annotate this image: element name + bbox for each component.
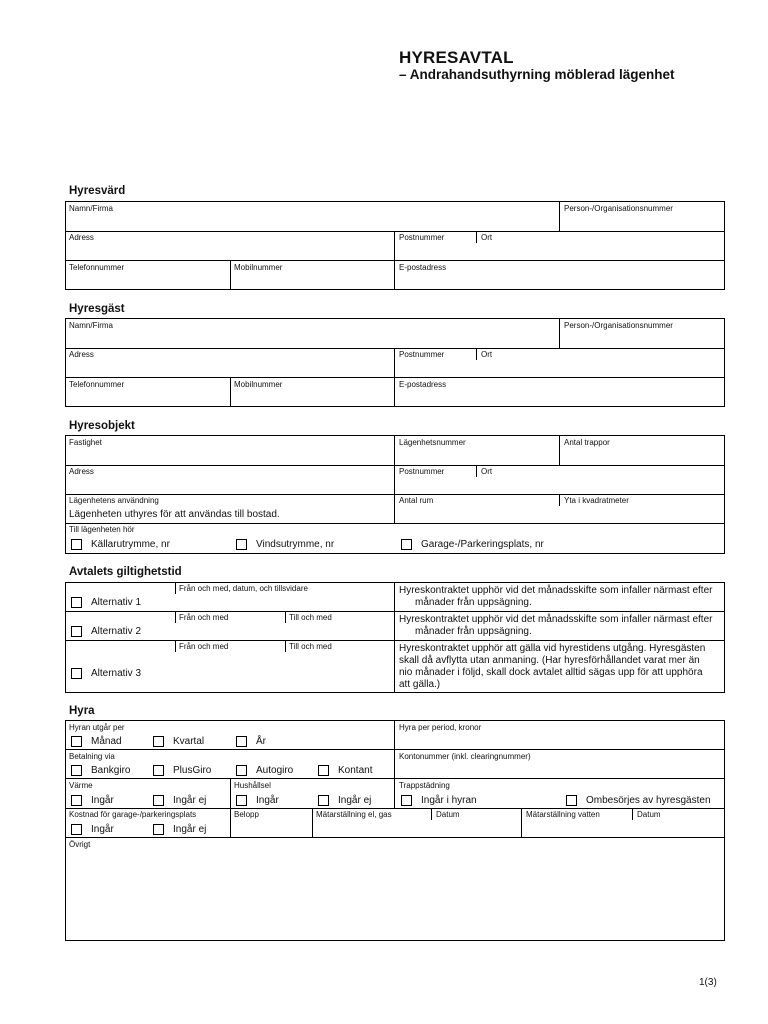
objekt-fastighet-field[interactable]: Fastighet (69, 438, 102, 447)
alt3-text-line3: nio månader i följd, skall dock avtalet alltid sägas upp för att upphöra (399, 667, 703, 678)
matar-vatten-field[interactable]: Mätarställning vatten (526, 810, 600, 819)
garage-ingar-ej-label: Ingår ej (173, 824, 207, 835)
document-subtitle: – Andrahandsuthyrning möblerad lägenhet (399, 67, 675, 82)
trapp-ingar-label: Ingår i hyran (421, 795, 477, 806)
garage-ingar-checkbox[interactable] (71, 824, 82, 835)
alt3-text-line4: att gälla.) (399, 679, 441, 690)
hyresvard-postnr-field[interactable]: Postnummer (399, 233, 445, 242)
alt2-fran-field[interactable]: Från och med (179, 613, 229, 622)
trapp-ombesorjes-label: Ombesörjes av hyresgästen (586, 795, 711, 806)
hyresgast-pnr-field[interactable]: Person-/Organisationsnummer (564, 321, 673, 330)
page-number: 1(3) (699, 977, 717, 988)
hyresvard-namn-field[interactable]: Namn/Firma (69, 204, 114, 213)
matar-el-field[interactable]: Mätarställning el, gas (316, 810, 392, 819)
kontant-checkbox[interactable] (318, 765, 329, 776)
autogiro-label: Autogiro (256, 765, 294, 776)
hyresgast-ort-field[interactable]: Ort (481, 350, 493, 359)
vind-label: Vindsutrymme, nr (256, 539, 335, 550)
hyresgast-box (65, 318, 725, 407)
alt2-text-line2: månader från uppsägning. (415, 626, 532, 637)
trapp-ingar-checkbox[interactable] (401, 795, 412, 806)
trapp-ombesorjes-checkbox[interactable] (566, 795, 577, 806)
objekt-adress-field[interactable]: Adress (69, 467, 94, 476)
manad-label: Månad (91, 736, 122, 747)
varme-ingar-label: Ingår (91, 795, 114, 806)
ar-checkbox[interactable] (236, 736, 247, 747)
hyresvard-pnr-field[interactable]: Person-/Organisationsnummer (564, 204, 673, 213)
hyresgast-adress-field[interactable]: Adress (69, 350, 94, 359)
objekt-antal-trappor-field[interactable]: Antal trappor (564, 438, 610, 447)
garage-kostnad-label: Kostnad för garage-/parkeringsplats (69, 810, 197, 819)
varme-ingar-ej-checkbox[interactable] (153, 795, 164, 806)
alt2-checkbox[interactable] (71, 626, 82, 637)
trappstadning-label: Trappstädning (399, 781, 450, 790)
alt1-label: Alternativ 1 (91, 597, 142, 608)
hyresvard-box (65, 201, 725, 290)
kvartal-checkbox[interactable] (153, 736, 164, 747)
matar-el-datum-field[interactable]: Datum (436, 810, 460, 819)
objekt-postnr-field[interactable]: Postnummer (399, 467, 445, 476)
bankgiro-label: Bankgiro (91, 765, 131, 776)
garage-label: Garage-/Parkeringsplats, nr (421, 539, 544, 550)
hyresgast-tel-field[interactable]: Telefonnummer (69, 380, 125, 389)
hushallsel-label: Hushållsel (234, 781, 271, 790)
ar-label: År (256, 736, 266, 747)
hushallsel-ingar-checkbox[interactable] (236, 795, 247, 806)
hyresvard-tel-field[interactable]: Telefonnummer (69, 263, 125, 272)
varme-label: Värme (69, 781, 93, 790)
alt1-text-line2: månader från uppsägning. (415, 597, 532, 608)
alt2-label: Alternativ 2 (91, 626, 142, 637)
ovrigt-field[interactable]: Övrigt (69, 840, 91, 849)
hyresvard-mobil-field[interactable]: Mobilnummer (234, 263, 283, 272)
alt1-text-line1: Hyreskontraktet upphör vid det månadsskifte som infaller närmast efter (399, 585, 713, 596)
autogiro-checkbox[interactable] (236, 765, 247, 776)
kontonummer-field[interactable]: Kontonummer (inkl. clearingnummer) (399, 752, 531, 761)
hyresgast-mobil-field[interactable]: Mobilnummer (234, 380, 283, 389)
matar-vatten-datum-field[interactable]: Datum (637, 810, 661, 819)
plusgiro-checkbox[interactable] (153, 765, 164, 776)
objekt-yta-field[interactable]: Yta i kvadratmeter (564, 496, 629, 505)
belopp-field[interactable]: Belopp (234, 810, 259, 819)
hyresgast-postnr-field[interactable]: Postnummer (399, 350, 445, 359)
varme-ingar-ej-label: Ingår ej (173, 795, 207, 806)
objekt-anvandning-label: Lägenhetens användning (69, 496, 159, 505)
betalning-label: Betalning via (69, 752, 115, 761)
alt2-text-line1: Hyreskontraktet upphör vid det månadsskifte som infaller närmast efter (399, 614, 713, 625)
alt3-fran-field[interactable]: Från och med (179, 642, 229, 651)
varme-ingar-checkbox[interactable] (71, 795, 82, 806)
kallar-label: Källarutrymme, nr (91, 539, 170, 550)
section-heading-hyresvard: Hyresvärd (69, 185, 126, 197)
hyra-per-period-field[interactable]: Hyra per period, kronor (399, 723, 482, 732)
alt1-checkbox[interactable] (71, 597, 82, 608)
kallar-checkbox[interactable] (71, 539, 82, 550)
objekt-till-hor-label: Till lägenheten hör (69, 525, 135, 534)
section-heading-hyra: Hyra (69, 705, 95, 717)
alt1-fran-tills-field[interactable]: Från och med, datum, och tillsvidare (179, 584, 308, 593)
garage-ingar-ej-checkbox[interactable] (153, 824, 164, 835)
objekt-lagenhetsnummer-field[interactable]: Lägenhetsnummer (399, 438, 466, 447)
kvartal-label: Kvartal (173, 736, 205, 747)
hyresgast-epost-field[interactable]: E-postadress (399, 380, 447, 389)
plusgiro-label: PlusGiro (173, 765, 212, 776)
objekt-anvandning-value: Lägenheten uthyres för att användas till bostad. (69, 509, 280, 520)
alt3-label: Alternativ 3 (91, 668, 142, 679)
kontant-label: Kontant (338, 765, 373, 776)
alt3-text-line2: skall då avflytta utan anmaning. (Har hyresförhållandet varat mer än (399, 655, 700, 666)
hyra-utgar-per-label: Hyran utgår per (69, 723, 125, 732)
hyresgast-namn-field[interactable]: Namn/Firma (69, 321, 114, 330)
section-heading-giltighet: Avtalets giltighetstid (69, 566, 182, 578)
alt3-checkbox[interactable] (71, 668, 82, 679)
hyresvard-adress-field[interactable]: Adress (69, 233, 94, 242)
hyra-box (65, 720, 725, 941)
hyresvard-ort-field[interactable]: Ort (481, 233, 493, 242)
objekt-antal-rum-field[interactable]: Antal rum (399, 496, 434, 505)
manad-checkbox[interactable] (71, 736, 82, 747)
section-heading-hyresgast: Hyresgäst (69, 303, 125, 315)
vind-checkbox[interactable] (236, 539, 247, 550)
hushallsel-ingar-ej-label: Ingår ej (338, 795, 372, 806)
objekt-ort-field[interactable]: Ort (481, 467, 493, 476)
hushallsel-ingar-label: Ingår (256, 795, 279, 806)
alt3-till-field[interactable]: Till och med (289, 642, 332, 651)
bankgiro-checkbox[interactable] (71, 765, 82, 776)
garage-ingar-label: Ingår (91, 824, 114, 835)
garage-checkbox[interactable] (401, 539, 412, 550)
hyresvard-epost-field[interactable]: E-postadress (399, 263, 447, 272)
alt2-till-field[interactable]: Till och med (289, 613, 332, 622)
hushallsel-ingar-ej-checkbox[interactable] (318, 795, 329, 806)
alt3-text-line1: Hyreskontraktet upphör att gälla vid hyrestidens utgång. Hyresgästen (399, 643, 706, 654)
section-heading-hyresobjekt: Hyresobjekt (69, 420, 135, 432)
document-title: HYRESAVTAL (399, 48, 514, 67)
